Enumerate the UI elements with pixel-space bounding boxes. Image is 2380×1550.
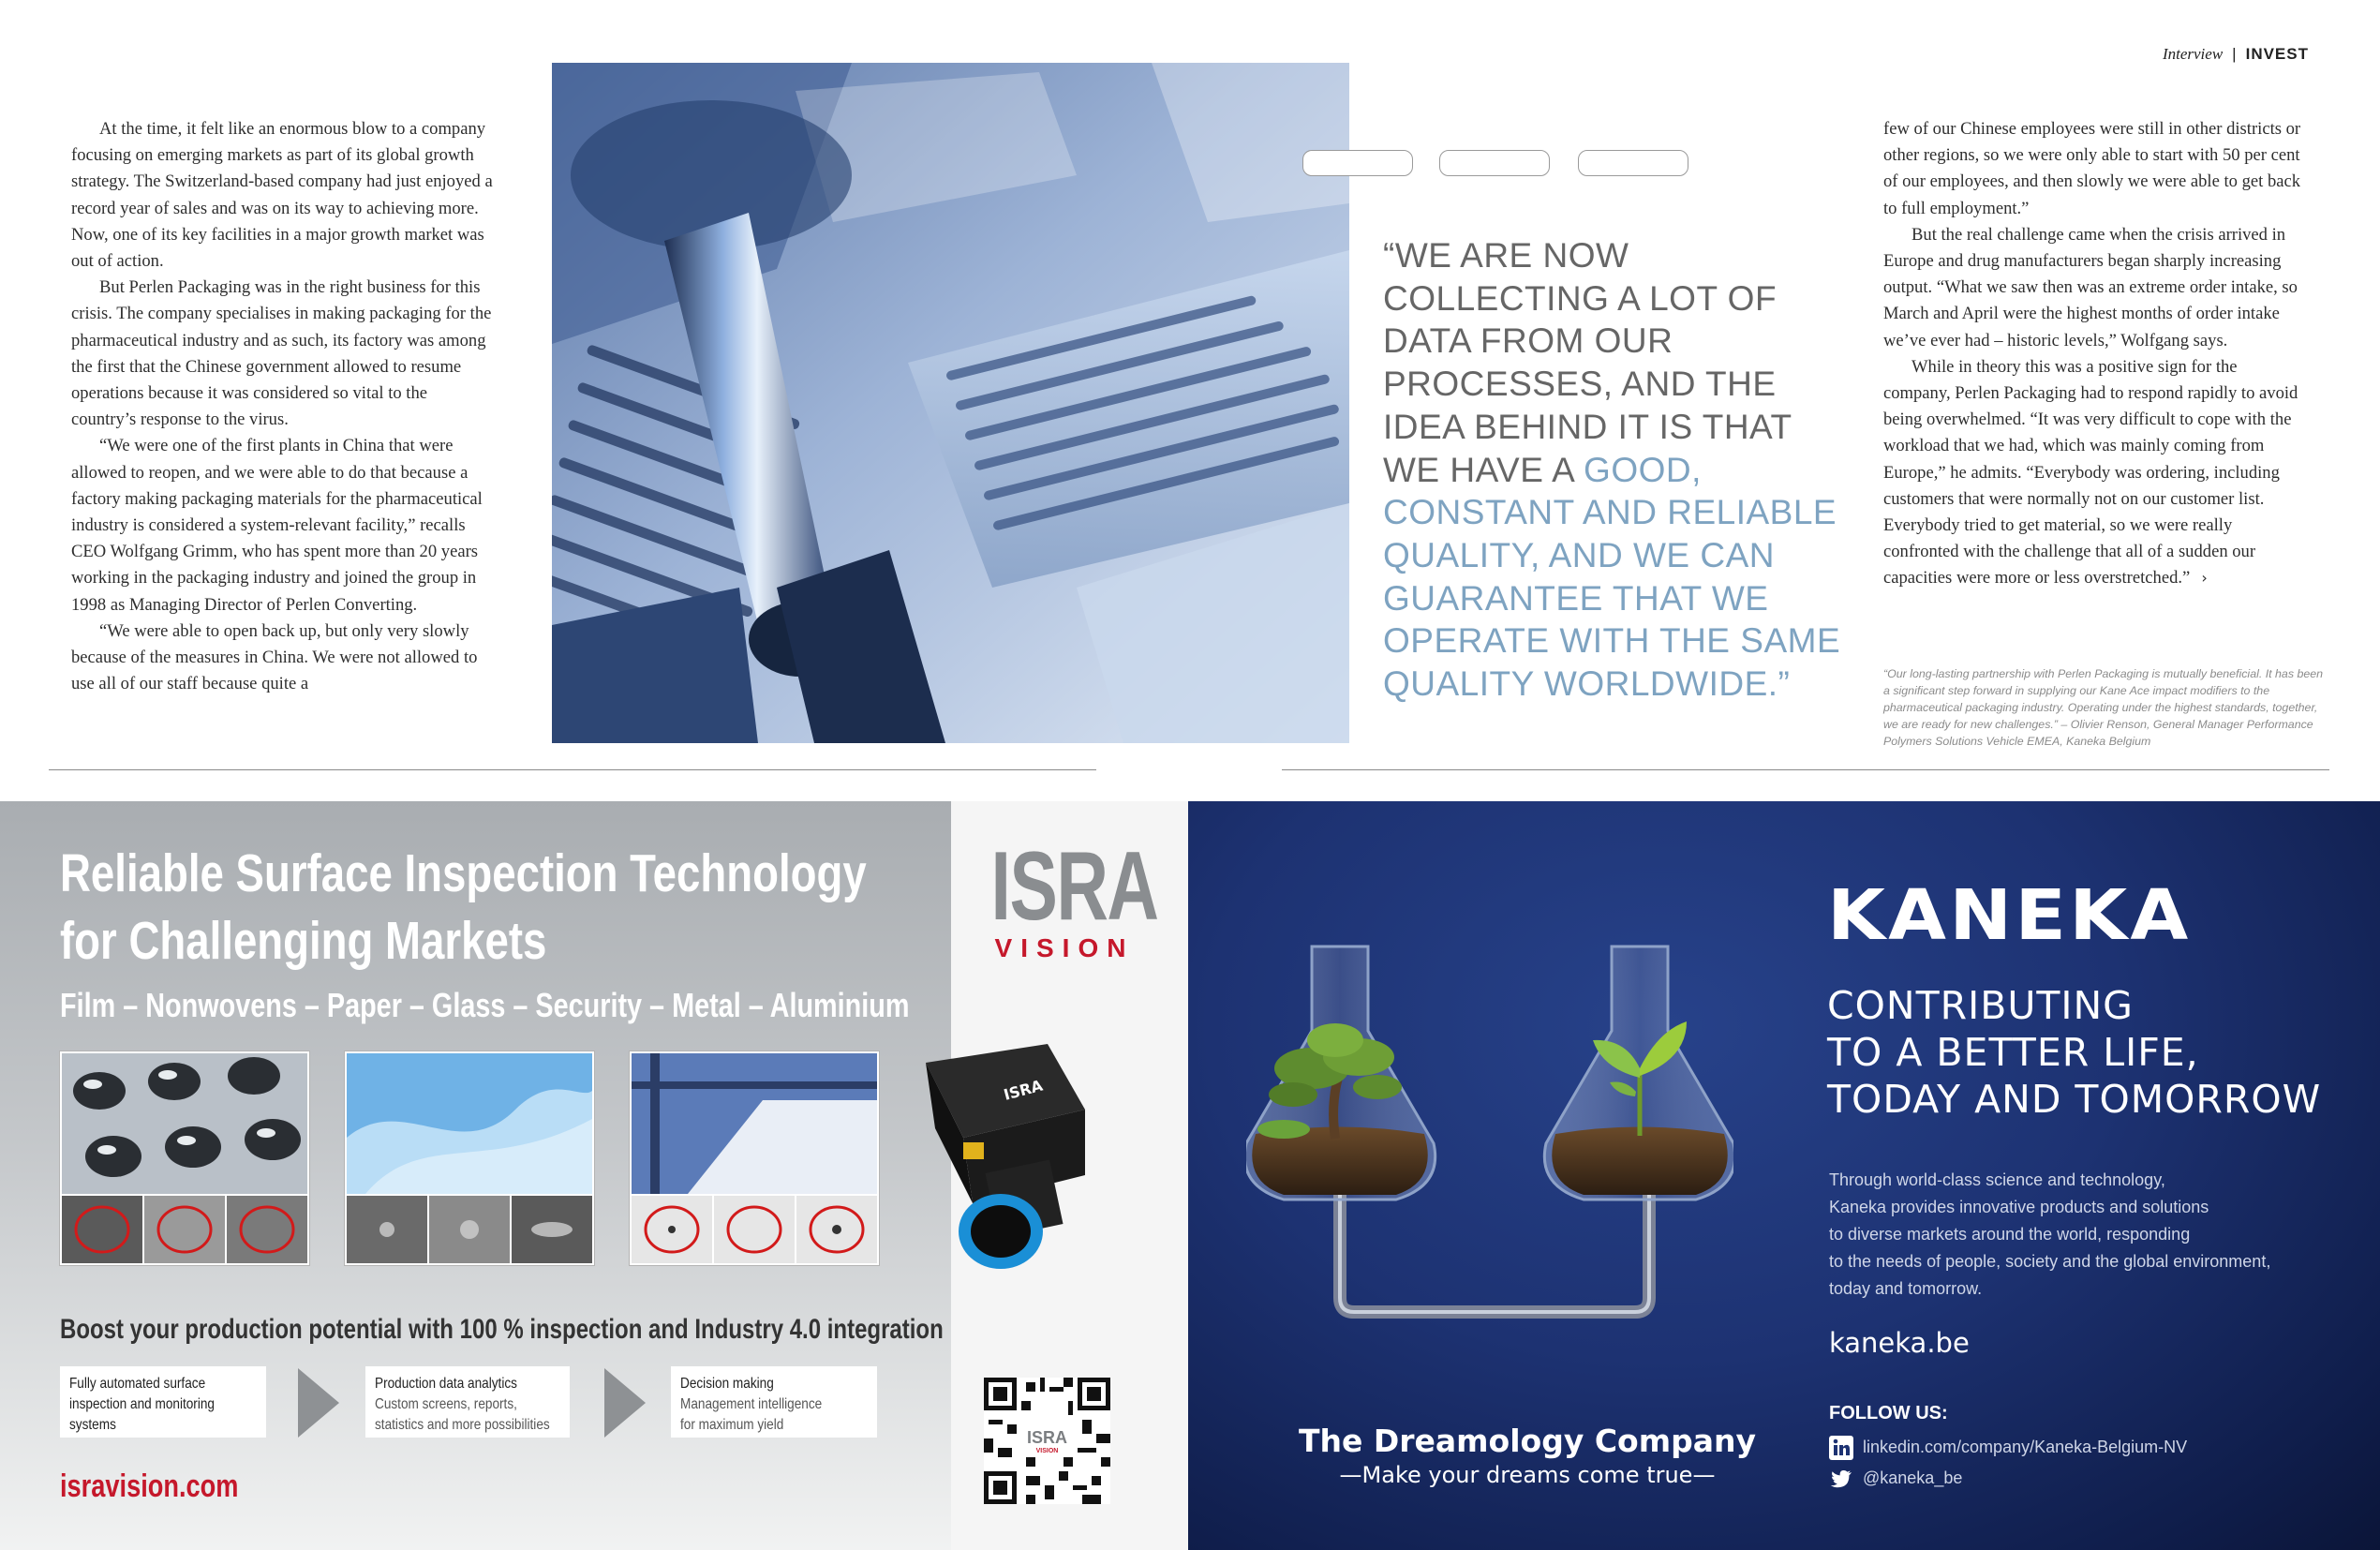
kaneka-body-text <box>1829 1167 2354 1303</box>
decorative-tab <box>1578 150 1688 176</box>
kaneka-body-line: Through world-class science and technology, <box>1829 1170 2165 1189</box>
isra-website-link[interactable]: isravision.com <box>60 1468 239 1504</box>
qr-logo-sub: VISION <box>1035 1448 1059 1454</box>
kaneka-logo: KANEKA <box>1827 875 2192 956</box>
running-header <box>2163 45 2309 64</box>
twitter-handle: @kaneka_be <box>1863 1468 1963 1487</box>
step-title: Fully automated surface <box>69 1376 206 1392</box>
isra-boost-line: Boost your production potential with 100 % inspection and Industry 4.0 integration <box>60 1314 944 1345</box>
qr-logo-label: ISRA <box>1026 1428 1068 1447</box>
paragraph: But Perlen Packaging was in the right business for this crisis. The company specialises in making packaging for the pharmaceutical industry and as such, its factory was among the first that the Chinese government allowed to resume operations because it was considered so vital to the country’s response to the virus. <box>71 277 492 430</box>
kaneka-headline <box>1827 982 2321 1123</box>
chevron-right-icon <box>604 1368 646 1438</box>
step-desc: systems <box>69 1417 116 1433</box>
step-desc: Custom screens, reports, <box>375 1396 517 1412</box>
quote-decoration <box>1302 150 1696 178</box>
twitter-link[interactable] <box>1829 1467 1962 1491</box>
flasks-illustration <box>1246 928 1733 1340</box>
paragraph: few of our Chinese employees were still in other districts or other regions, so we were only able to start with 50 per cent of our employees, and then slowly we were able to get back to full employment.” <box>1883 119 2301 218</box>
paragraph: “We were able to open back up, but only very slowly because of the measures in China. We were not allowed to use all of our staff because quite a <box>71 620 478 694</box>
kaneka-headline-line: CONTRIBUTING <box>1827 983 2134 1028</box>
article-column-right <box>1883 116 2305 592</box>
step-title: Production data analytics <box>375 1376 517 1392</box>
twitter-bird-icon <box>1829 1467 1853 1491</box>
linkedin-handle: linkedin.com/company/Kaneka-Belgium-NV <box>1863 1437 2188 1456</box>
decorative-tab <box>1302 150 1413 176</box>
kaneka-tagline: The Dreamology Company <box>1298 1423 1757 1459</box>
linkedin-icon <box>1829 1436 1853 1460</box>
isra-logo-wordmark: ISRA <box>990 832 1158 941</box>
isra-step <box>365 1366 570 1438</box>
hero-photo-packaging-machine <box>552 63 1349 743</box>
step-desc: inspection and monitoring <box>69 1396 215 1412</box>
isra-markets: Film – Nonwovens – Paper – Glass – Security – Metal – Aluminium <box>60 986 910 1024</box>
chevron-right-icon <box>298 1368 339 1438</box>
section-label: Interview <box>2162 45 2224 63</box>
isra-camera-image <box>907 1044 1085 1278</box>
paragraph-text: While in theory this was a positive sign for the company, Perlen Packaging had to respond rapidly to avoid being overwhelmed. “It was very difficult to cope with the workload that we had, which was mainly coming from Europe,” he admits. “Everybody was ordering, including customers that were normally not on our customer list. Everybody tried to get material, so we were really confronted with the challenge that all of a sudden our capacities were more or less overstretched.” <box>1883 356 2298 589</box>
paragraph: At the time, it felt like an enormous blow to a company focusing on emerging markets as part of its global growth strategy. The Switzerland-based company had just enjoyed a record year of sales and was on its way to achieving more. Now, one of its key facilities in a major growth market was out of action. <box>71 119 493 272</box>
article-column-left <box>71 116 495 697</box>
isra-logo-vision: VISION <box>994 933 1135 962</box>
isra-headline <box>60 840 867 975</box>
paragraph <box>1883 354 2305 592</box>
kaneka-subtagline: —Make your dreams come true— <box>1339 1462 1716 1488</box>
inspection-thumbnail-blister <box>60 1051 309 1265</box>
isra-headline-line: Reliable Surface Inspection Technology <box>60 843 867 903</box>
pull-quote-text: “WE ARE NOW COLLECTING A LOT OF DATA FROM OUR PROCESSES, AND THE IDEA BEHIND IT IS THAT WE HAVE A <box>1383 236 1792 489</box>
kaneka-website-link[interactable]: kaneka.be <box>1829 1327 1970 1359</box>
decorative-tab <box>1439 150 1550 176</box>
inspection-thumbnail-line <box>630 1051 879 1265</box>
inspection-thumbnail-film <box>345 1051 594 1265</box>
pull-quote-highlight: GOOD, CONSTANT AND RELIABLE QUALITY, AND WE CAN GUARANTEE THAT WE OPERATE WITH THE SAME QUALITY WORLDWIDE.” <box>1383 450 1841 704</box>
isra-headline-line: for Challenging Markets <box>60 911 547 971</box>
divider-rule <box>49 769 1096 770</box>
paragraph: But the real challenge came when the crisis arrived in Europe and drug manufacturers began sharply increasing output. “What we saw then was an extreme order intake, so March and April were the highest months of order intake we’ve ever had – historic levels,” Wolfgang says. <box>1883 224 2298 350</box>
camera-brand-label: ISRA <box>1002 1076 1045 1104</box>
continue-arrow-icon: › <box>2201 569 2208 588</box>
step-desc: Management intelligence <box>680 1396 823 1412</box>
step-desc: for maximum yield <box>680 1417 784 1433</box>
isra-step <box>60 1366 266 1438</box>
qr-code <box>984 1378 1110 1504</box>
category-label: INVEST <box>2245 45 2309 63</box>
header-divider: | <box>2232 45 2237 63</box>
pull-quote <box>1383 234 1852 706</box>
kaneka-headline-line: TODAY AND TOMORROW <box>1827 1077 2322 1122</box>
divider-rule <box>1282 769 2329 770</box>
kaneka-body-line: to the needs of people, society and the global environment, <box>1829 1252 2271 1271</box>
kaneka-headline-line: TO A BETTER LIFE, <box>1827 1030 2199 1075</box>
paragraph: “We were one of the first plants in China that were allowed to reopen, and we were able to do that because a factory making packaging materials for the pharmaceutical industry is considered a system-relevant facility,” recalls CEO Wolfgang Grimm, who has spent more than 20 years working in the packaging industry and joined the group in 1998 as Managing Director of Perlen Converting. <box>71 436 483 615</box>
step-desc: statistics and more possibilities <box>375 1417 550 1433</box>
kaneka-body-line: to diverse markets around the world, responding <box>1829 1225 2191 1244</box>
partner-testimonial: “Our long-lasting partnership with Perlen Packaging is mutually beneficial. It has been a significant step forward in supplying our Kane Ace impact modifiers to the pharmaceutical packaging industry. Operating under the highest standards, together, we are ready for new challenges.” – Olivier Renson, General Manager Performance Polymers Solutions Vehicle EMEA, Kaneka Belgium <box>1883 667 2324 748</box>
kaneka-body-line: Kaneka provides innovative products and solutions <box>1829 1198 2209 1216</box>
linkedin-link[interactable] <box>1829 1436 2187 1460</box>
isra-step <box>671 1366 877 1438</box>
kaneka-body-line: today and tomorrow. <box>1829 1279 1983 1298</box>
step-title: Decision making <box>680 1376 774 1392</box>
follow-us-label: FOLLOW US: <box>1829 1403 1948 1423</box>
isra-vision-logo <box>965 832 1164 963</box>
